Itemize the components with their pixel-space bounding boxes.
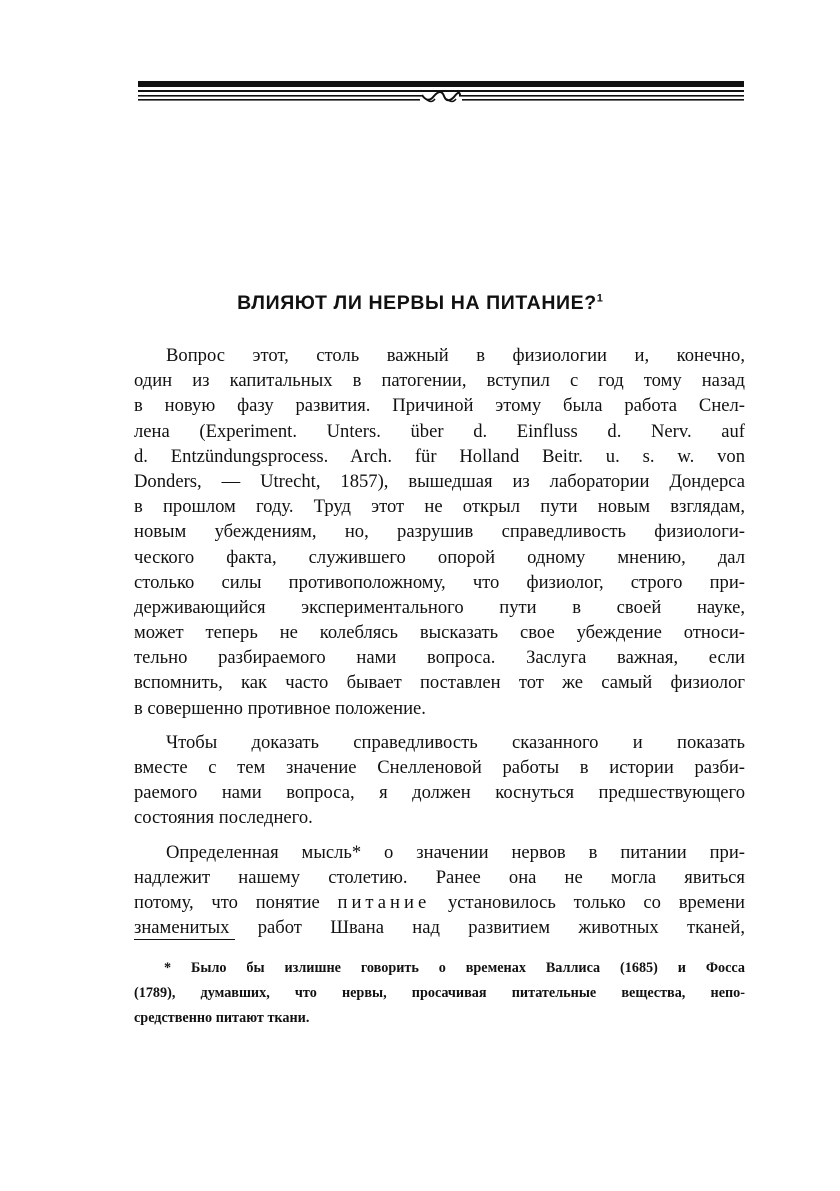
text-line: может теперь не колеблясь высказать свое убеждение относи-	[134, 622, 745, 644]
text-line: лена (Experiment. Unters. über d. Einfluss d. Nerv. auf	[134, 420, 745, 442]
text-line: в прошлом году. Труд этот не открыл пути новым взглядам,	[134, 496, 745, 518]
text-line: вспомнить, как часто бывает поставлен тот же самый физиолог	[134, 672, 745, 694]
header-ornament	[138, 78, 744, 110]
text-line-with-spaced-word	[134, 890, 745, 915]
footnote	[134, 957, 745, 1033]
text-line: Определенная мысль* о значении нервов в питании при-	[166, 841, 745, 863]
text-line: тельно разбираемого нами вопроса. Заслуга важная, если	[134, 647, 745, 669]
title-footnote-mark: 1	[596, 292, 603, 305]
paragraph-1	[134, 343, 745, 721]
text-line: ческого факта, служившего опорой одному мнению, дал	[134, 546, 745, 568]
text-fragment: потому, что понятие	[134, 891, 320, 913]
text-fragment: установилось только со времени	[447, 891, 745, 913]
text-line: Чтобы доказать справедливость сказанного и показать	[166, 731, 745, 753]
article-title	[0, 292, 840, 315]
article-title-text: ВЛИЯЮТ ЛИ НЕРВЫ НА ПИТАНИЕ?	[237, 292, 597, 314]
article-body	[134, 343, 745, 949]
text-line: Donders, — Utrecht, 1857), вышедшая из лаборатории Дондерса	[134, 470, 745, 492]
footnote-line: * Было бы излишне говорить о временах Валлиса (1685) и Фосса	[164, 960, 745, 976]
text-line: состояния последнего.	[134, 807, 313, 829]
text-line: один из капитальных в патогении, вступил с год тому назад	[134, 370, 745, 392]
footnote-line: средственно питают ткани.	[134, 1010, 310, 1027]
footnote-line: (1789), думавших, что нервы, просачивая питательные вещества, непо-	[134, 985, 745, 1002]
text-line: вместе с тем значение Снелленовой работы в истории разби-	[134, 757, 745, 778]
text-line: новым убеждениям, но, разрушив справедливость физиологи-	[134, 521, 745, 543]
text-line: d. Entzündungsprocess. Arch. für Holland Beitr. u. s. w. von	[134, 445, 745, 467]
footnote-separator	[134, 939, 235, 940]
text-line: столько силы противоположному, что физиолог, строго при-	[134, 571, 745, 593]
text-line: знаменитых работ Швана над развитием животных тканей,	[134, 917, 745, 939]
text-line: Вопрос этот, столь важный в физиологии и, конечно,	[166, 345, 745, 366]
text-line: раемого нами вопроса, я должен коснуться предшествующего	[134, 782, 745, 804]
text-line: в новую фазу развития. Причиной этому была работа Снел-	[134, 395, 745, 417]
text-line: в совершенно противное положение.	[134, 697, 426, 719]
text-line: надлежит нашему столетию. Ранее она не могла явиться	[134, 866, 745, 888]
paragraph-3	[134, 840, 745, 941]
text-line: держивающийся экспериментального пути в своей науке,	[134, 596, 745, 618]
paragraph-2	[134, 730, 745, 831]
spaced-emphasis-word: питание	[337, 891, 431, 913]
